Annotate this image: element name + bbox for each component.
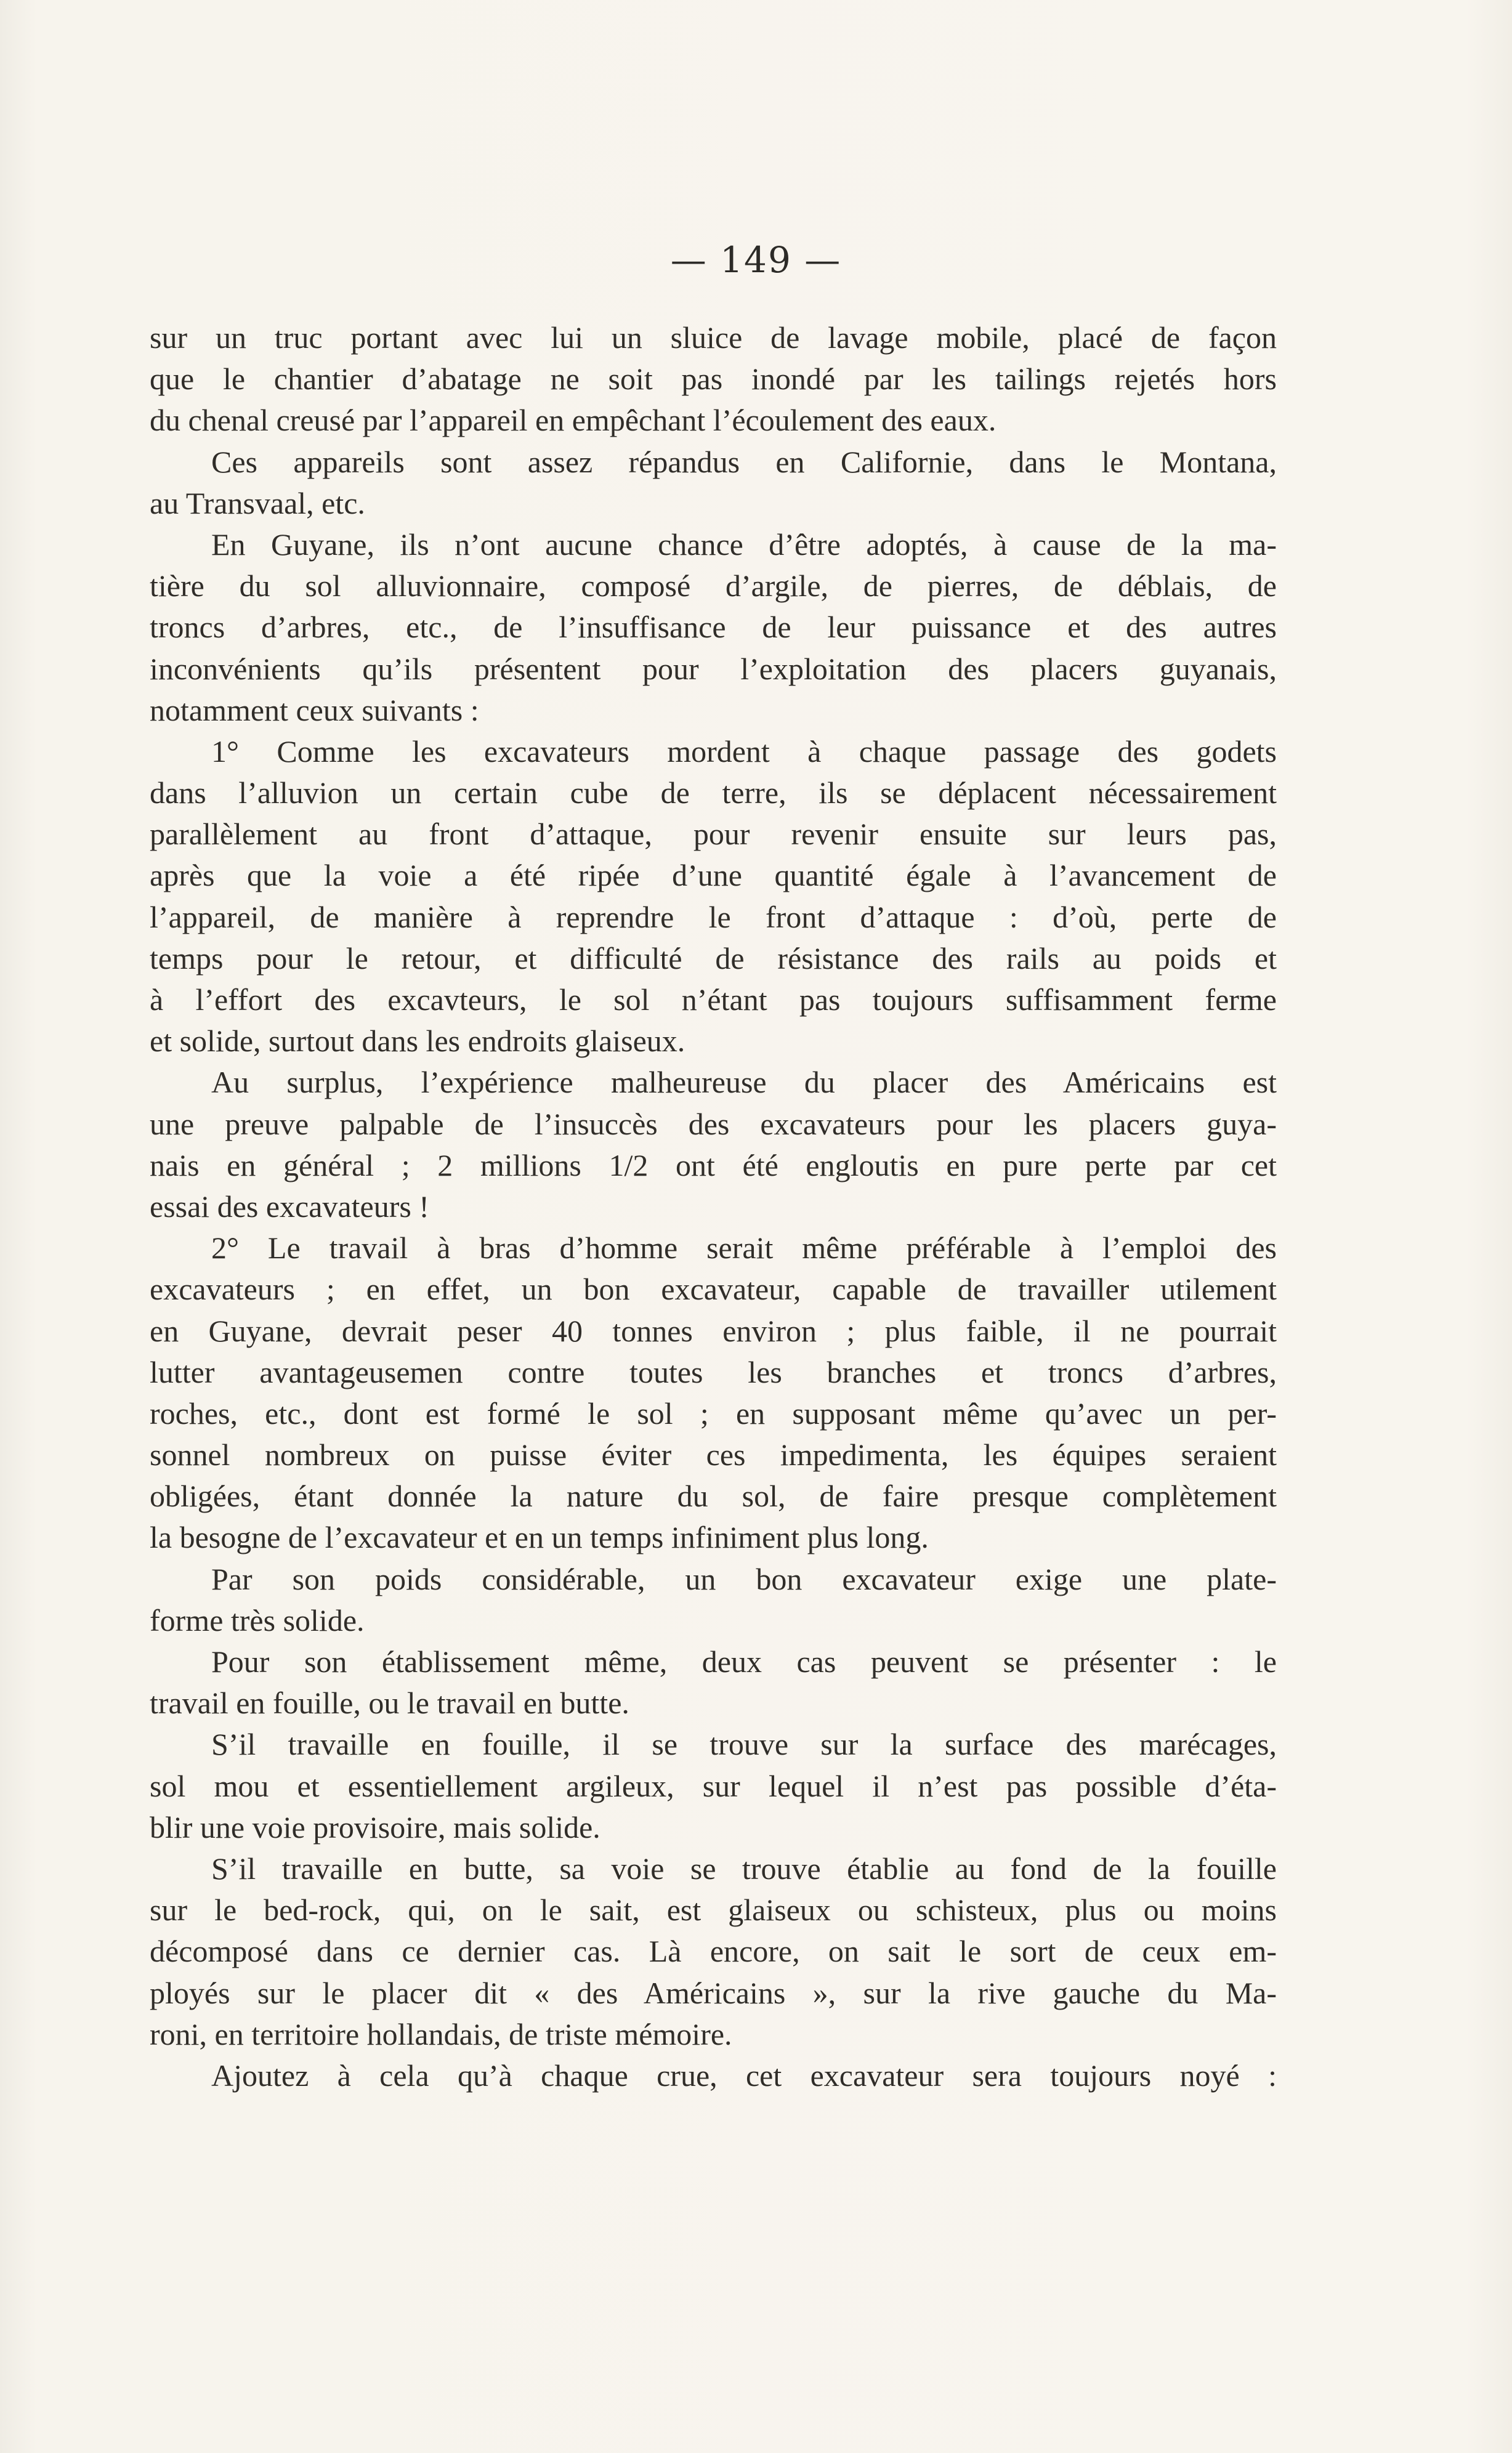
text-line: décomposé dans ce dernier cas. Là encore, on sait le sort de ceux em- bbox=[150, 1934, 1277, 1969]
text-line: sur un truc portant avec lui un sluice de lavage mobile, placé de façon bbox=[150, 320, 1277, 355]
text-line: temps pour le retour, et difficulté de résistance des rails au poids et bbox=[150, 940, 1277, 976]
text-line: sonnel nombreux on puisse éviter ces impedimenta, les équipes seraient bbox=[150, 1437, 1277, 1473]
text-line: sol mou et essentiellement argileux, sur lequel il n’est pas possible d’éta- bbox=[150, 1768, 1277, 1803]
text-line: du chenal creusé par l’appareil en empêchant l’écoulement des eaux. bbox=[150, 403, 997, 438]
text-line: Par son poids considérable, un bon excavateur exige une plate- bbox=[211, 1561, 1277, 1596]
text-line: lutter avantageusemen contre toutes les branches et troncs d’arbres, bbox=[150, 1354, 1277, 1389]
text-line: 1° Comme les excavateurs mordent à chaque passage des godets bbox=[211, 733, 1277, 769]
text-line: inconvénients qu’ils présentent pour l’exploitation des placers guyanais, bbox=[150, 651, 1277, 686]
text-line: obligées, étant donnée la nature du sol, de faire presque complètement bbox=[150, 1479, 1277, 1514]
text-line: forme très solide. bbox=[150, 1602, 365, 1638]
text-line: une preuve palpable de l’insuccès des excavateurs pour les placers guya- bbox=[150, 1106, 1277, 1141]
text-line: excavateurs ; en effet, un bon excavateur, capable de travailler utilement bbox=[150, 1272, 1277, 1307]
body-text bbox=[150, 317, 1277, 2096]
text-line: après que la voie a été ripée d’une quantité égale à l’avancement de bbox=[150, 858, 1277, 893]
text-line: essai des excavateurs ! bbox=[150, 1189, 429, 1224]
text-line: notamment ceux suivants : bbox=[150, 692, 479, 727]
text-line: la besogne de l’excavateur et en un temps infiniment plus long. bbox=[150, 1520, 929, 1555]
text-line: blir une voie provisoire, mais solide. bbox=[150, 1809, 600, 1845]
text-line: l’appareil, de manière à reprendre le front d’attaque : d’où, perte de bbox=[150, 899, 1277, 934]
text-line: à l’effort des excavteurs, le sol n’étant pas toujours suffisamment ferme bbox=[150, 982, 1277, 1017]
text-line: En Guyane, ils n’ont aucune chance d’être adoptés, à cause de la ma- bbox=[211, 527, 1277, 562]
text-line: nais en général ; 2 millions 1/2 ont été engloutis en pure perte par cet bbox=[150, 1147, 1277, 1182]
page-number: — 149 — bbox=[670, 239, 842, 281]
text-line: tière du sol alluvionnaire, composé d’argile, de pierres, de déblais, de bbox=[150, 568, 1277, 604]
text-line: ployés sur le placer dit « des Américains », sur la rive gauche du Ma- bbox=[150, 1975, 1277, 2010]
text-line: troncs d’arbres, etc., de l’insuffisance de leur puissance et des autres bbox=[150, 610, 1277, 645]
text-line: Pour son établissement même, deux cas peuvent se présenter : le bbox=[211, 1644, 1277, 1679]
text-line: travail en fouille, ou le travail en butte. bbox=[150, 1686, 629, 1721]
text-line: S’il travaille en fouille, il se trouve sur la surface des marécages, bbox=[211, 1727, 1277, 1762]
text-line: au Transvaal, etc. bbox=[150, 485, 365, 520]
text-line: Ajoutez à cela qu’à chaque crue, cet excavateur sera toujours noyé : bbox=[211, 2058, 1277, 2093]
text-line: sur le bed-rock, qui, on le sait, est glaiseux ou schisteux, plus ou moins bbox=[150, 1893, 1277, 1928]
text-line: que le chantier d’abatage ne soit pas inondé par les tailings rejetés hors bbox=[150, 362, 1277, 397]
text-line: S’il travaille en butte, sa voie se trouve établie au fond de la fouille bbox=[211, 1851, 1277, 1886]
text-line: Ces appareils sont assez répandus en Californie, dans le Montana, bbox=[211, 444, 1277, 479]
text-line: et solide, surtout dans les endroits glaiseux. bbox=[150, 1024, 685, 1059]
text-line: parallèlement au front d’attaque, pour revenir ensuite sur leurs pas, bbox=[150, 817, 1277, 852]
text-line: 2° Le travail à bras d’homme serait même préférable à l’emploi des bbox=[211, 1231, 1277, 1266]
text-line: en Guyane, devrait peser 40 tonnes environ ; plus faible, il ne pourrait bbox=[150, 1313, 1277, 1348]
text-line: Au surplus, l’expérience malheureuse du placer des Américains est bbox=[211, 1065, 1277, 1100]
text-line: roches, etc., dont est formé le sol ; en supposant même qu’avec un per- bbox=[150, 1396, 1277, 1431]
text-line: dans l’alluvion un certain cube de terre, ils se déplacent nécessairement bbox=[150, 775, 1277, 810]
text-line: roni, en territoire hollandais, de triste mémoire. bbox=[150, 2016, 732, 2051]
